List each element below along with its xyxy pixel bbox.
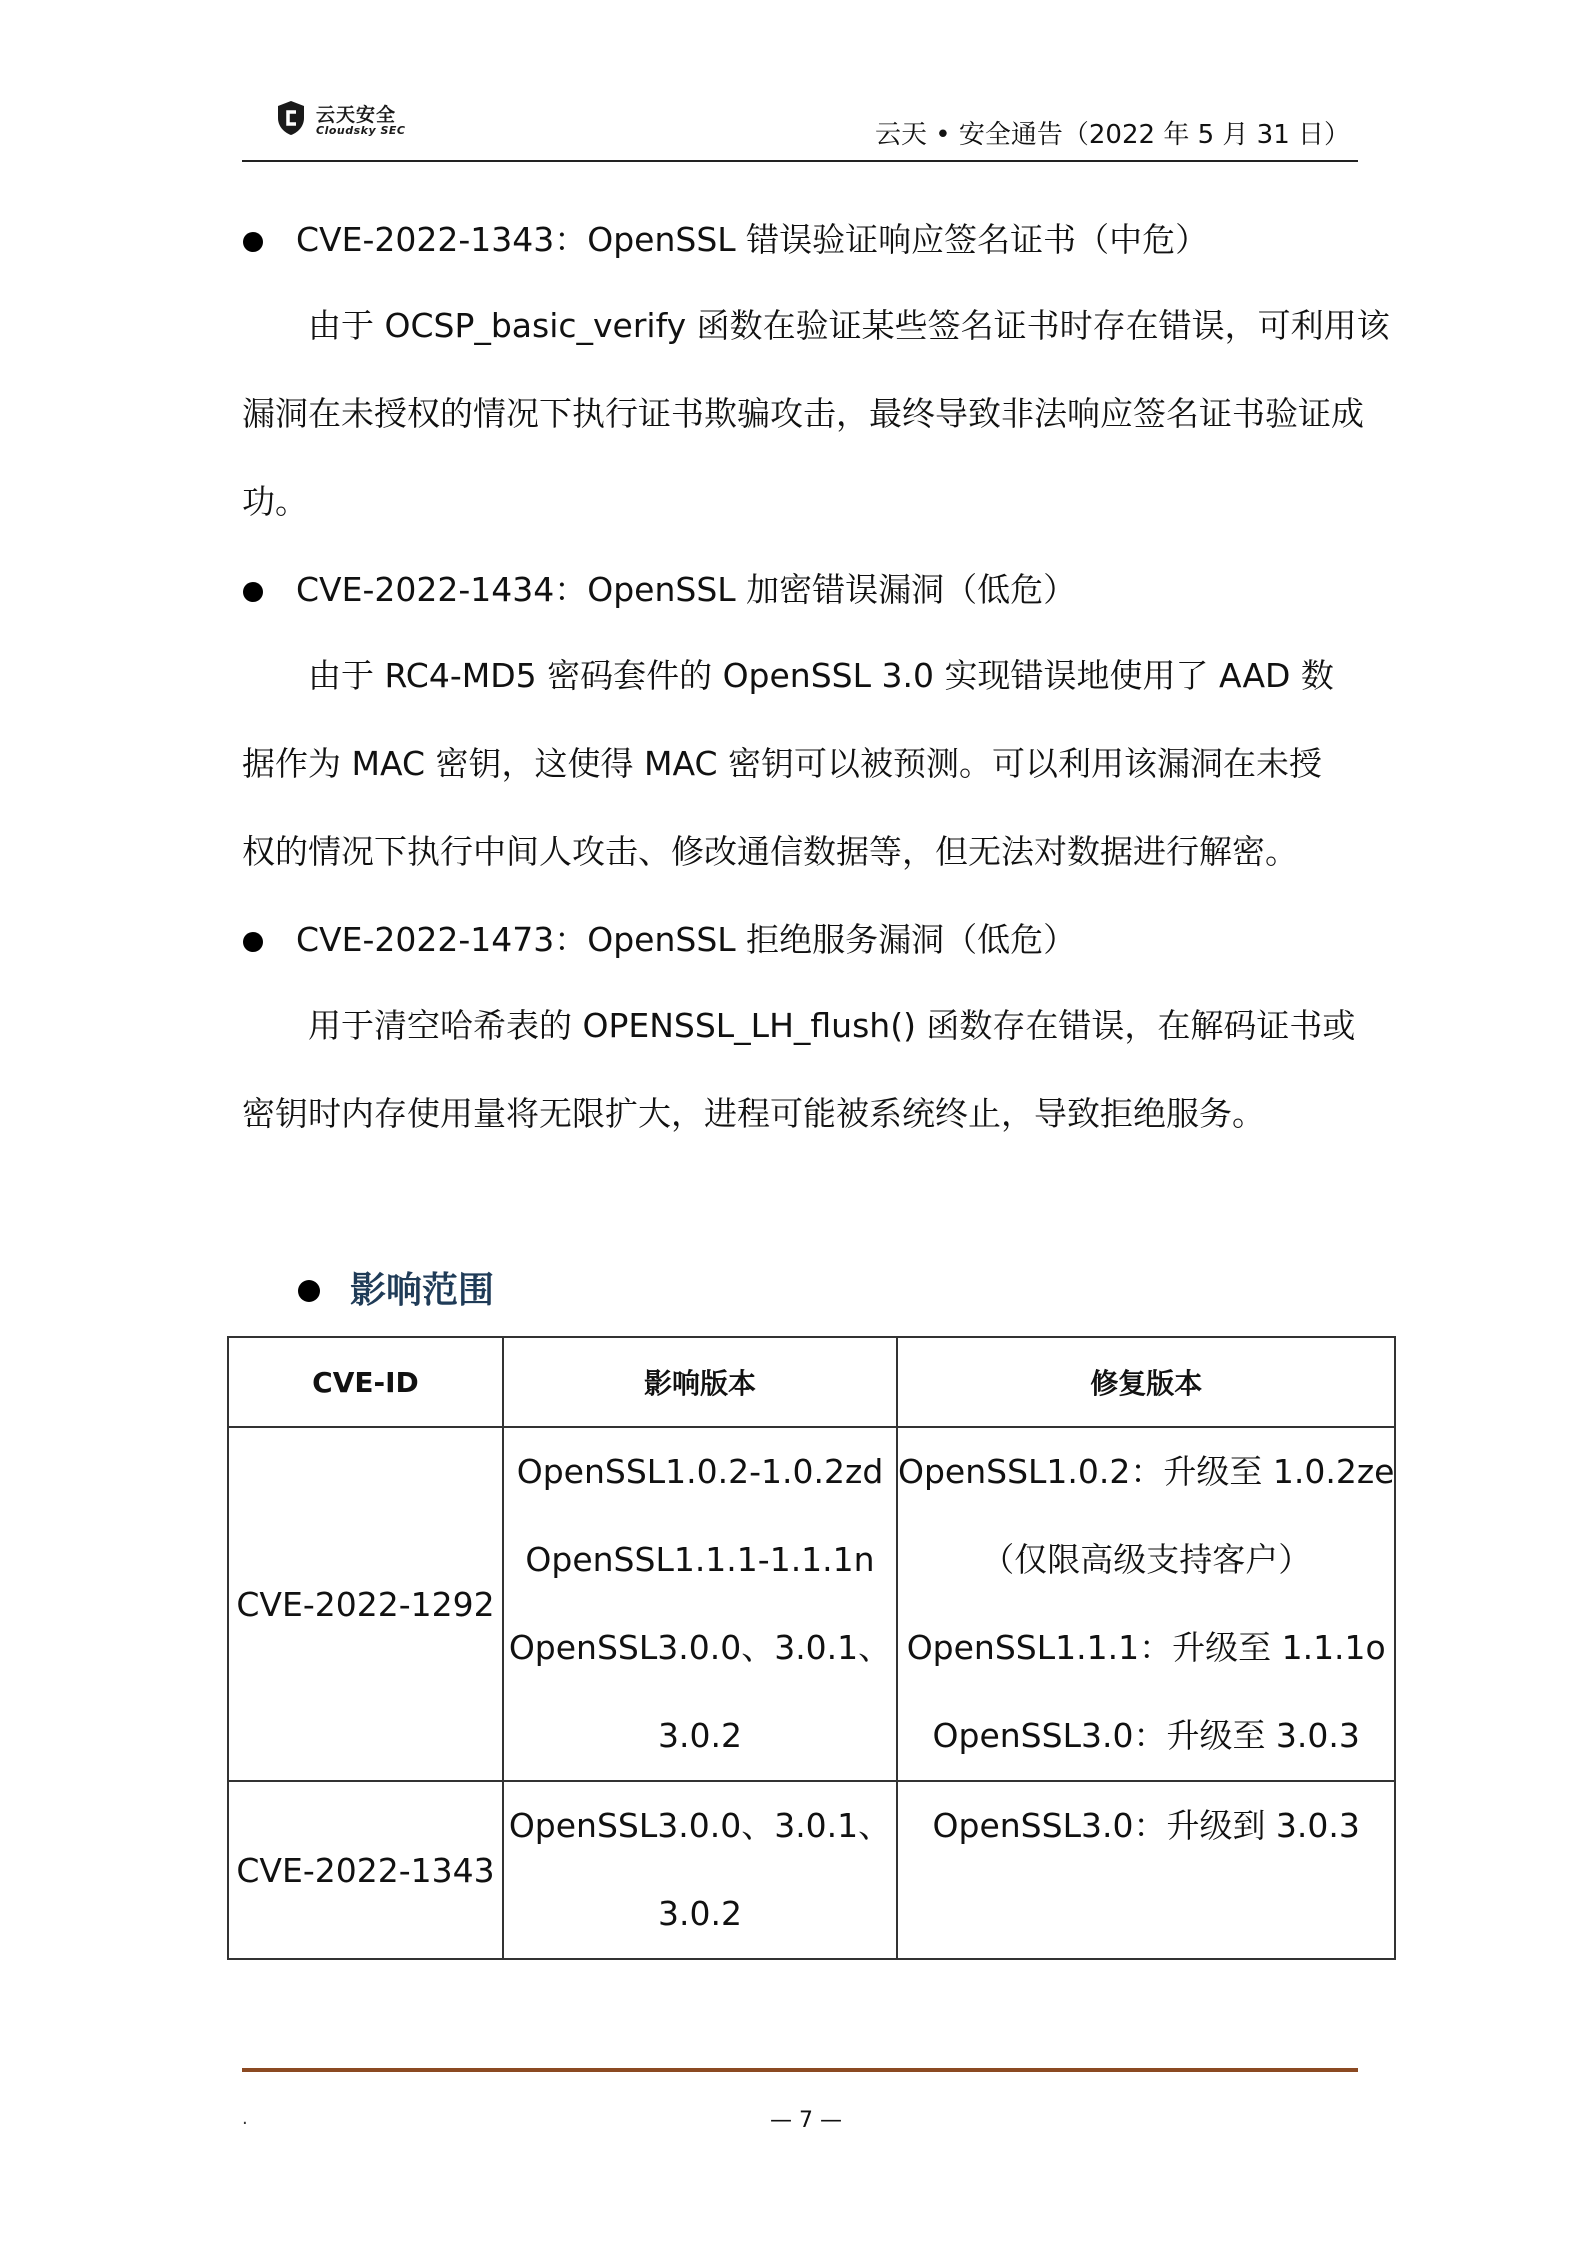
- cve-id-cell: CVE-2022-1292: [228, 1427, 503, 1781]
- affected-versions-cell: [503, 1427, 897, 1781]
- affected-version: 3.0.2: [658, 1894, 742, 1933]
- paragraph-line: 功。: [242, 482, 308, 521]
- brand-logo: [272, 96, 422, 144]
- fixed-version: OpenSSL1.1.1：升级至 1.1.1o: [906, 1628, 1386, 1667]
- document-header-title: 云天 • 安全通告（2022 年 5 月 31 日）: [875, 120, 1350, 150]
- table-row: [228, 1781, 1395, 1959]
- cve-id-cell: CVE-2022-1343: [228, 1781, 503, 1959]
- fixed-version: OpenSSL3.0：升级到 3.0.3: [932, 1806, 1360, 1845]
- fixed-version: OpenSSL3.0：升级至 3.0.3: [932, 1716, 1360, 1755]
- bullet-icon: [243, 582, 263, 602]
- bullet-icon: [243, 232, 263, 252]
- table-header-row: [228, 1337, 1395, 1427]
- affected-version: OpenSSL1.1.1-1.1.1n: [525, 1540, 875, 1579]
- impact-table: [227, 1336, 1396, 1960]
- footer-divider: [242, 2068, 1358, 2072]
- paragraph-line: 用于清空哈希表的 OPENSSL_LH_flush() 函数存在错误，在解码证书或: [308, 1006, 1356, 1045]
- column-header-affected: 影响版本: [503, 1337, 897, 1427]
- affected-versions-cell: [503, 1781, 897, 1959]
- section-title: 影响范围: [350, 1270, 495, 1311]
- section-bullet-icon: [298, 1280, 320, 1302]
- paragraph-line: 据作为 MAC 密钥，这使得 MAC 密钥可以被预测。可以利用该漏洞在未授: [242, 744, 1322, 783]
- logo-english-name: Cloudsky SEC: [316, 124, 406, 137]
- paragraph-line: 权的情况下执行中间人攻击、修改通信数据等，但无法对数据进行解密。: [242, 832, 1298, 871]
- affected-version: OpenSSL3.0.0、3.0.1、: [508, 1628, 892, 1667]
- paragraph-line: 密钥时内存使用量将无限扩大，进程可能被系统终止，导致拒绝服务。: [242, 1094, 1265, 1133]
- affected-version: 3.0.2: [658, 1716, 742, 1755]
- table-row: [228, 1427, 1395, 1781]
- paragraph-line: 漏洞在未授权的情况下执行证书欺骗攻击，最终导致非法响应签名证书验证成: [242, 394, 1364, 433]
- item-heading: CVE-2022-1434：OpenSSL 加密错误漏洞（低危）: [296, 570, 1077, 609]
- column-header-fixed: 修复版本: [897, 1337, 1395, 1427]
- bullet-icon: [243, 932, 263, 952]
- shield-logo-icon: [276, 100, 306, 136]
- paragraph-line: 由于 RC4-MD5 密码套件的 OpenSSL 3.0 实现错误地使用了 AAD 数: [308, 656, 1334, 695]
- item-description: [242, 282, 1390, 546]
- fixed-version: （仅限高级支持客户）: [981, 1540, 1312, 1579]
- column-header-cve-id: CVE-ID: [228, 1337, 503, 1427]
- footer-mark: .: [242, 2108, 248, 2129]
- logo-chinese-name: 云天安全: [316, 104, 397, 126]
- affected-version: OpenSSL1.0.2-1.0.2zd: [516, 1452, 884, 1491]
- header-divider: [242, 160, 1358, 162]
- page-number: — 7 —: [770, 2108, 842, 2133]
- item-heading: CVE-2022-1473：OpenSSL 拒绝服务漏洞（低危）: [296, 920, 1077, 959]
- item-description: [242, 632, 1340, 896]
- affected-version: OpenSSL3.0.0、3.0.1、: [508, 1806, 892, 1845]
- item-description: [242, 982, 1356, 1158]
- fixed-versions-cell: [897, 1427, 1395, 1781]
- paragraph-line: 由于 OCSP_basic_verify 函数在验证某些签名证书时存在错误，可利用该: [308, 306, 1390, 345]
- fixed-versions-cell: [897, 1781, 1395, 1959]
- fixed-version: OpenSSL1.0.2：升级至 1.0.2ze: [898, 1452, 1395, 1491]
- item-heading: CVE-2022-1343：OpenSSL 错误验证响应签名证书（中危）: [296, 220, 1209, 259]
